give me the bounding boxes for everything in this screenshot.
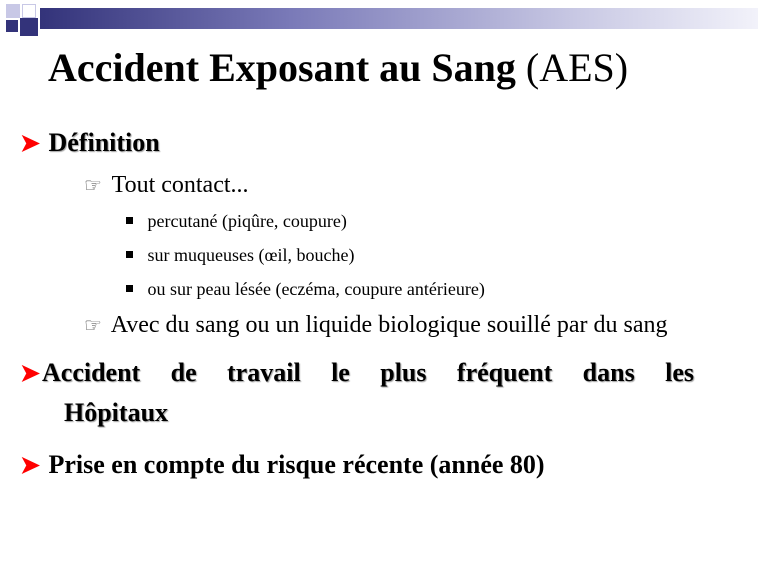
square-bullet-icon: [126, 251, 133, 258]
bullet-accident-line2: [64, 398, 168, 428]
bullet-definition: [20, 128, 160, 158]
bullet-label: Définition: [48, 128, 160, 157]
square-bullet-icon: [126, 285, 133, 292]
sub-bullet-label: Tout contact...: [111, 172, 249, 198]
title-main: Accident Exposant au Sang: [48, 45, 516, 90]
header-square: [6, 20, 18, 32]
header-square: [20, 18, 38, 36]
square-bullet-icon: [126, 217, 133, 224]
bullet-prise: [20, 450, 545, 480]
word: fréquent: [456, 358, 553, 387]
list-item: [126, 211, 347, 232]
word: les: [665, 358, 694, 387]
word: travail: [227, 358, 301, 387]
word: dans: [582, 358, 635, 387]
bullet-accident: [20, 358, 694, 388]
list-item: [126, 279, 485, 300]
arrow-right-icon: ➤: [20, 453, 41, 479]
bullet-label-line2: Hôpitaux: [64, 398, 169, 427]
word: plus: [380, 358, 427, 387]
list-item-label: percutané (piqûre, coupure): [147, 211, 347, 231]
header-square: [6, 4, 20, 18]
list-item-label: sur muqueuses (œil, bouche): [147, 245, 355, 265]
sub-bullet-label: Avec du sang ou un liquide biologique souillé par du sang: [110, 312, 668, 338]
word: le: [331, 358, 350, 387]
pointing-hand-icon: ☞: [84, 315, 102, 337]
sub-bullet-sang: [84, 312, 667, 339]
bullet-label: Prise en compte du risque récente (année 80): [48, 450, 545, 479]
word: de: [170, 358, 197, 387]
header-square: [22, 4, 36, 18]
list-item-label: ou sur peau lésée (eczéma, coupure antérieure): [147, 279, 485, 299]
header-gradient-bar: [40, 8, 758, 29]
pointing-hand-icon: ☞: [84, 175, 102, 197]
list-item: [126, 245, 354, 266]
bullet-label-line1: [42, 358, 694, 388]
slide-title: [48, 44, 628, 91]
word: Accident: [42, 358, 141, 387]
sub-bullet-contact: [84, 172, 249, 199]
arrow-right-icon: ➤: [20, 131, 41, 157]
title-abbrev: (AES): [525, 45, 629, 90]
arrow-right-icon: ➤: [20, 361, 41, 387]
